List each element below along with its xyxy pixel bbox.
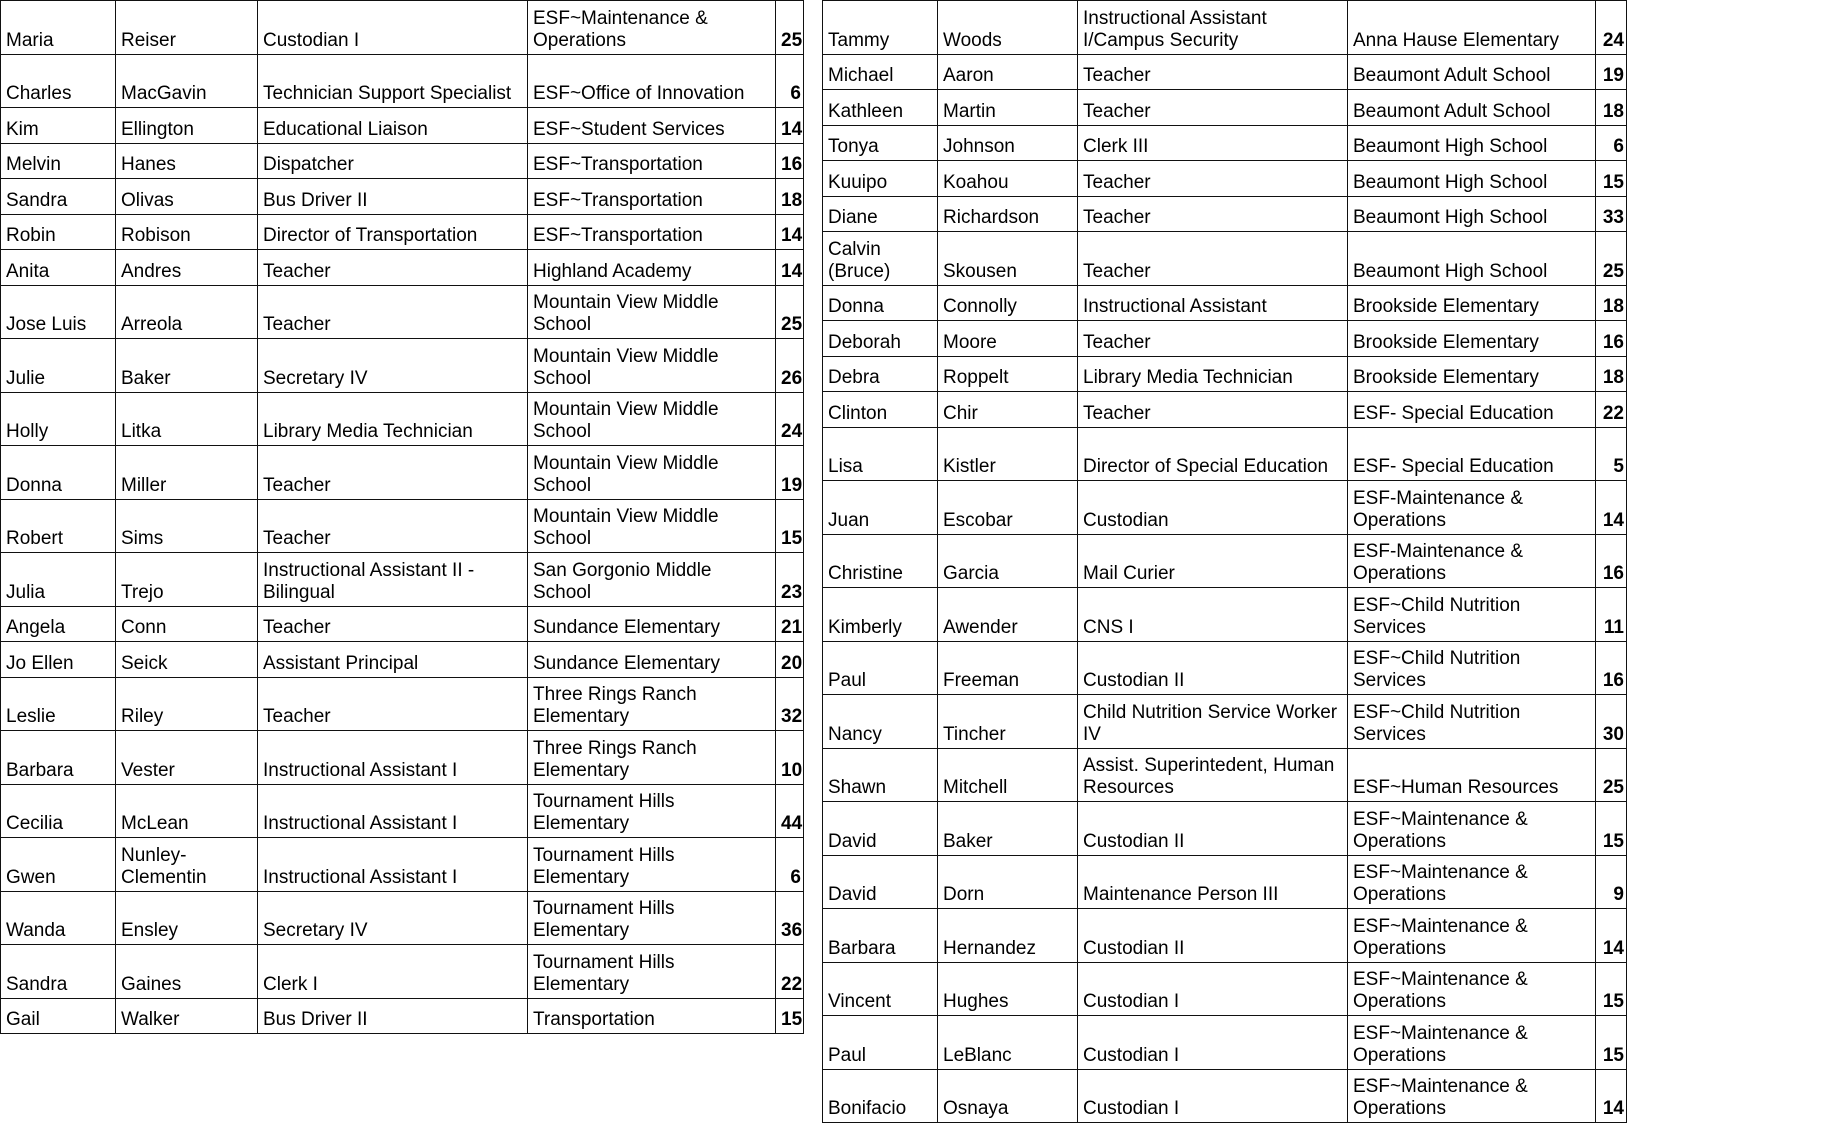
job-title-cell: Instructional Assistant I — [258, 838, 528, 892]
first-name-cell: Donna — [1, 446, 116, 500]
years-of-service-cell: 6 — [1596, 125, 1627, 161]
table-row — [1, 54, 804, 108]
last-name-cell: Woods — [938, 1, 1078, 55]
last-name-cell: Trejo — [116, 553, 258, 607]
location-cell: Beaumont Adult School — [1348, 54, 1596, 90]
job-title-cell: Clerk I — [258, 945, 528, 999]
table-row — [823, 321, 1627, 357]
last-name-cell: Sims — [116, 499, 258, 553]
location-cell: Three Rings Ranch Elementary — [528, 731, 776, 785]
location-cell: ESF- Special Education — [1348, 427, 1596, 481]
job-title-cell: Library Media Technician — [1078, 356, 1348, 392]
years-of-service-cell: 26 — [776, 339, 804, 393]
location-cell: ESF~Human Resources — [1348, 748, 1596, 802]
table-row — [1, 392, 804, 446]
employee-table-right — [822, 0, 1627, 1123]
last-name-cell: Chir — [938, 392, 1078, 428]
job-title-cell: Instructional Assistant I — [258, 731, 528, 785]
table-row — [1, 250, 804, 286]
location-cell: ESF~Maintenance & Operations — [1348, 962, 1596, 1016]
location-cell: Brookside Elementary — [1348, 356, 1596, 392]
job-title-cell: Custodian II — [1078, 909, 1348, 963]
first-name-cell: Leslie — [1, 677, 116, 731]
first-name-cell: Anita — [1, 250, 116, 286]
table-row — [823, 90, 1627, 126]
years-of-service-cell: 22 — [1596, 392, 1627, 428]
table-row — [823, 909, 1627, 963]
first-name-cell: Paul — [823, 1016, 938, 1070]
years-of-service-cell: 30 — [1596, 695, 1627, 749]
last-name-cell: Tincher — [938, 695, 1078, 749]
years-of-service-cell: 14 — [1596, 1069, 1627, 1123]
table-row — [1, 945, 804, 999]
table-row — [823, 232, 1627, 286]
table-row — [823, 748, 1627, 802]
location-cell: Mountain View Middle School — [528, 446, 776, 500]
years-of-service-cell: 16 — [776, 143, 804, 179]
first-name-cell: Robert — [1, 499, 116, 553]
last-name-cell: Garcia — [938, 534, 1078, 588]
years-of-service-cell: 11 — [1596, 588, 1627, 642]
location-cell: Brookside Elementary — [1348, 321, 1596, 357]
table-row — [823, 427, 1627, 481]
last-name-cell: Nunley-Clementin — [116, 838, 258, 892]
job-title-cell: Teacher — [1078, 196, 1348, 232]
last-name-cell: Mitchell — [938, 748, 1078, 802]
first-name-cell: Christine — [823, 534, 938, 588]
job-title-cell: Teacher — [1078, 232, 1348, 286]
last-name-cell: Conn — [116, 606, 258, 642]
location-cell: ESF- Special Education — [1348, 392, 1596, 428]
first-name-cell: Donna — [823, 285, 938, 321]
first-name-cell: Kuuipo — [823, 161, 938, 197]
table-row — [1, 446, 804, 500]
first-name-cell: Kim — [1, 108, 116, 144]
last-name-cell: Robison — [116, 214, 258, 250]
first-name-cell: Gail — [1, 998, 116, 1034]
job-title-cell: Custodian — [1078, 481, 1348, 535]
job-title-cell: Director of Transportation — [258, 214, 528, 250]
table-row — [1, 179, 804, 215]
job-title-cell: Teacher — [258, 285, 528, 339]
years-of-service-cell: 15 — [1596, 1016, 1627, 1070]
first-name-cell: David — [823, 802, 938, 856]
years-of-service-cell: 14 — [1596, 481, 1627, 535]
table-row — [1, 677, 804, 731]
last-name-cell: Andres — [116, 250, 258, 286]
job-title-cell: Custodian II — [1078, 641, 1348, 695]
last-name-cell: LeBlanc — [938, 1016, 1078, 1070]
first-name-cell: Jo Ellen — [1, 642, 116, 678]
table-row — [1, 998, 804, 1034]
location-cell: ESF-Maintenance & Operations — [1348, 481, 1596, 535]
first-name-cell: Charles — [1, 54, 116, 108]
job-title-cell: CNS I — [1078, 588, 1348, 642]
job-title-cell: Library Media Technician — [258, 392, 528, 446]
first-name-cell: Paul — [823, 641, 938, 695]
years-of-service-cell: 18 — [776, 179, 804, 215]
job-title-cell: Teacher — [258, 677, 528, 731]
last-name-cell: MacGavin — [116, 54, 258, 108]
table-row — [823, 54, 1627, 90]
table-row — [823, 588, 1627, 642]
location-cell: ESF~Maintenance & Operations — [1348, 909, 1596, 963]
first-name-cell: Calvin (Bruce) — [823, 232, 938, 286]
first-name-cell: Robin — [1, 214, 116, 250]
table-row — [1, 838, 804, 892]
job-title-cell: Maintenance Person III — [1078, 855, 1348, 909]
last-name-cell: Johnson — [938, 125, 1078, 161]
last-name-cell: Hanes — [116, 143, 258, 179]
job-title-cell: Assist. Superintedent, Human Resources — [1078, 748, 1348, 802]
job-title-cell: Secretary IV — [258, 339, 528, 393]
location-cell: Tournament Hills Elementary — [528, 838, 776, 892]
years-of-service-cell: 23 — [776, 553, 804, 607]
table-row — [823, 534, 1627, 588]
employee-table-left — [0, 0, 804, 1034]
location-cell: Beaumont High School — [1348, 161, 1596, 197]
location-cell: ESF~Child Nutrition Services — [1348, 588, 1596, 642]
last-name-cell: Awender — [938, 588, 1078, 642]
location-cell: ESF~Child Nutrition Services — [1348, 641, 1596, 695]
years-of-service-cell: 19 — [1596, 54, 1627, 90]
last-name-cell: Reiser — [116, 1, 258, 55]
last-name-cell: Escobar — [938, 481, 1078, 535]
location-cell: Beaumont Adult School — [1348, 90, 1596, 126]
years-of-service-cell: 14 — [776, 214, 804, 250]
job-title-cell: Teacher — [1078, 54, 1348, 90]
first-name-cell: Maria — [1, 1, 116, 55]
job-title-cell: Teacher — [258, 250, 528, 286]
last-name-cell: Roppelt — [938, 356, 1078, 392]
table-row — [823, 1016, 1627, 1070]
job-title-cell: Teacher — [258, 499, 528, 553]
last-name-cell: Gaines — [116, 945, 258, 999]
employee-table-left-body — [1, 1, 804, 1034]
first-name-cell: Juan — [823, 481, 938, 535]
table-row — [823, 1, 1627, 55]
location-cell: ESF~Maintenance & Operations — [1348, 1069, 1596, 1123]
job-title-cell: Child Nutrition Service Worker IV — [1078, 695, 1348, 749]
first-name-cell: Cecilia — [1, 784, 116, 838]
last-name-cell: Baker — [116, 339, 258, 393]
last-name-cell: Hughes — [938, 962, 1078, 1016]
last-name-cell: Freeman — [938, 641, 1078, 695]
location-cell: Beaumont High School — [1348, 125, 1596, 161]
location-cell: Beaumont High School — [1348, 196, 1596, 232]
years-of-service-cell: 32 — [776, 677, 804, 731]
first-name-cell: Tammy — [823, 1, 938, 55]
table-row — [1, 285, 804, 339]
table-row — [1, 499, 804, 553]
years-of-service-cell: 19 — [776, 446, 804, 500]
last-name-cell: Aaron — [938, 54, 1078, 90]
first-name-cell: Deborah — [823, 321, 938, 357]
table-row — [1, 642, 804, 678]
table-row — [1, 1, 804, 55]
last-name-cell: Osnaya — [938, 1069, 1078, 1123]
location-cell: Transportation — [528, 998, 776, 1034]
location-cell: ESF~Maintenance & Operations — [1348, 855, 1596, 909]
last-name-cell: Ellington — [116, 108, 258, 144]
table-row — [1, 731, 804, 785]
last-name-cell: Miller — [116, 446, 258, 500]
table-row — [1, 891, 804, 945]
first-name-cell: Debra — [823, 356, 938, 392]
years-of-service-cell: 22 — [776, 945, 804, 999]
last-name-cell: Hernandez — [938, 909, 1078, 963]
job-title-cell: Assistant Principal — [258, 642, 528, 678]
first-name-cell: Clinton — [823, 392, 938, 428]
years-of-service-cell: 15 — [1596, 962, 1627, 1016]
job-title-cell: Custodian II — [1078, 802, 1348, 856]
last-name-cell: Moore — [938, 321, 1078, 357]
last-name-cell: Ensley — [116, 891, 258, 945]
job-title-cell: Bus Driver II — [258, 179, 528, 215]
first-name-cell: Sandra — [1, 179, 116, 215]
table-row — [823, 392, 1627, 428]
years-of-service-cell: 6 — [776, 838, 804, 892]
years-of-service-cell: 14 — [1596, 909, 1627, 963]
job-title-cell: Director of Special Education — [1078, 427, 1348, 481]
table-row — [823, 641, 1627, 695]
first-name-cell: Barbara — [823, 909, 938, 963]
job-title-cell: Custodian I — [1078, 1069, 1348, 1123]
years-of-service-cell: 15 — [1596, 161, 1627, 197]
years-of-service-cell: 10 — [776, 731, 804, 785]
job-title-cell: Teacher — [1078, 90, 1348, 126]
employee-table-right-body — [823, 1, 1627, 1123]
location-cell: ESF~Maintenance & Operations — [1348, 1016, 1596, 1070]
table-row — [1, 143, 804, 179]
years-of-service-cell: 18 — [1596, 285, 1627, 321]
job-title-cell: Custodian I — [1078, 1016, 1348, 1070]
location-cell: ESF~Transportation — [528, 143, 776, 179]
years-of-service-cell: 9 — [1596, 855, 1627, 909]
years-of-service-cell: 16 — [1596, 534, 1627, 588]
first-name-cell: Jose Luis — [1, 285, 116, 339]
location-cell: Brookside Elementary — [1348, 285, 1596, 321]
table-row — [823, 855, 1627, 909]
last-name-cell: Connolly — [938, 285, 1078, 321]
last-name-cell: Baker — [938, 802, 1078, 856]
table-row — [823, 962, 1627, 1016]
location-cell: Mountain View Middle School — [528, 392, 776, 446]
table-row — [823, 481, 1627, 535]
table-row — [1, 784, 804, 838]
location-cell: San Gorgonio Middle School — [528, 553, 776, 607]
years-of-service-cell: 25 — [1596, 748, 1627, 802]
location-cell: Sundance Elementary — [528, 642, 776, 678]
table-row — [1, 553, 804, 607]
years-of-service-cell: 33 — [1596, 196, 1627, 232]
first-name-cell: Kimberly — [823, 588, 938, 642]
table-row — [823, 695, 1627, 749]
job-title-cell: Teacher — [1078, 321, 1348, 357]
years-of-service-cell: 5 — [1596, 427, 1627, 481]
last-name-cell: Olivas — [116, 179, 258, 215]
first-name-cell: Bonifacio — [823, 1069, 938, 1123]
job-title-cell: Educational Liaison — [258, 108, 528, 144]
years-of-service-cell: 25 — [776, 285, 804, 339]
location-cell: Three Rings Ranch Elementary — [528, 677, 776, 731]
location-cell: ESF~Child Nutrition Services — [1348, 695, 1596, 749]
last-name-cell: Skousen — [938, 232, 1078, 286]
location-cell: Sundance Elementary — [528, 606, 776, 642]
years-of-service-cell: 16 — [1596, 641, 1627, 695]
first-name-cell: David — [823, 855, 938, 909]
job-title-cell: Custodian I — [258, 1, 528, 55]
table-row — [823, 196, 1627, 232]
first-name-cell: Barbara — [1, 731, 116, 785]
last-name-cell: Martin — [938, 90, 1078, 126]
last-name-cell: Walker — [116, 998, 258, 1034]
first-name-cell: Angela — [1, 606, 116, 642]
years-of-service-cell: 15 — [776, 998, 804, 1034]
last-name-cell: Seick — [116, 642, 258, 678]
first-name-cell: Lisa — [823, 427, 938, 481]
job-title-cell: Teacher — [258, 606, 528, 642]
first-name-cell: Melvin — [1, 143, 116, 179]
table-row — [1, 606, 804, 642]
first-name-cell: Wanda — [1, 891, 116, 945]
years-of-service-cell: 6 — [776, 54, 804, 108]
job-title-cell: Teacher — [1078, 392, 1348, 428]
years-of-service-cell: 20 — [776, 642, 804, 678]
last-name-cell: Kistler — [938, 427, 1078, 481]
location-cell: Tournament Hills Elementary — [528, 945, 776, 999]
location-cell: Beaumont High School — [1348, 232, 1596, 286]
table-row — [823, 802, 1627, 856]
location-cell: Highland Academy — [528, 250, 776, 286]
location-cell: Tournament Hills Elementary — [528, 784, 776, 838]
table-row — [823, 1069, 1627, 1123]
location-cell: ESF-Maintenance & Operations — [1348, 534, 1596, 588]
first-name-cell: Tonya — [823, 125, 938, 161]
table-row — [1, 214, 804, 250]
job-title-cell: Teacher — [1078, 161, 1348, 197]
years-of-service-cell: 16 — [1596, 321, 1627, 357]
job-title-cell: Secretary IV — [258, 891, 528, 945]
job-title-cell: Bus Driver II — [258, 998, 528, 1034]
job-title-cell: Instructional Assistant II - Bilingual — [258, 553, 528, 607]
years-of-service-cell: 44 — [776, 784, 804, 838]
last-name-cell: Koahou — [938, 161, 1078, 197]
first-name-cell: Shawn — [823, 748, 938, 802]
location-cell: ESF~Transportation — [528, 179, 776, 215]
job-title-cell: Technician Support Specialist — [258, 54, 528, 108]
last-name-cell: Arreola — [116, 285, 258, 339]
first-name-cell: Nancy — [823, 695, 938, 749]
job-title-cell: Dispatcher — [258, 143, 528, 179]
years-of-service-cell: 18 — [1596, 356, 1627, 392]
last-name-cell: Dorn — [938, 855, 1078, 909]
job-title-cell: Clerk III — [1078, 125, 1348, 161]
first-name-cell: Michael — [823, 54, 938, 90]
last-name-cell: Litka — [116, 392, 258, 446]
years-of-service-cell: 14 — [776, 250, 804, 286]
first-name-cell: Julie — [1, 339, 116, 393]
last-name-cell: Riley — [116, 677, 258, 731]
table-row — [823, 125, 1627, 161]
location-cell: Mountain View Middle School — [528, 499, 776, 553]
last-name-cell: McLean — [116, 784, 258, 838]
location-cell: Mountain View Middle School — [528, 285, 776, 339]
table-row — [823, 356, 1627, 392]
job-title-cell: Instructional Assistant I — [258, 784, 528, 838]
job-title-cell: Teacher — [258, 446, 528, 500]
years-of-service-cell: 18 — [1596, 90, 1627, 126]
table-row — [823, 285, 1627, 321]
location-cell: ESF~Maintenance & Operations — [1348, 802, 1596, 856]
location-cell: ESF~Maintenance & Operations — [528, 1, 776, 55]
location-cell: ESF~Office of Innovation — [528, 54, 776, 108]
first-name-cell: Diane — [823, 196, 938, 232]
location-cell: Tournament Hills Elementary — [528, 891, 776, 945]
years-of-service-cell: 15 — [776, 499, 804, 553]
years-of-service-cell: 25 — [776, 1, 804, 55]
first-name-cell: Vincent — [823, 962, 938, 1016]
first-name-cell: Julia — [1, 553, 116, 607]
job-title-cell: Instructional Assistant — [1078, 285, 1348, 321]
table-row — [1, 108, 804, 144]
location-cell: ESF~Student Services — [528, 108, 776, 144]
years-of-service-cell: 15 — [1596, 802, 1627, 856]
job-title-cell: Custodian I — [1078, 962, 1348, 1016]
job-title-cell: Instructional Assistant I/Campus Security — [1078, 1, 1348, 55]
years-of-service-cell: 24 — [1596, 1, 1627, 55]
years-of-service-cell: 36 — [776, 891, 804, 945]
years-of-service-cell: 14 — [776, 108, 804, 144]
first-name-cell: Holly — [1, 392, 116, 446]
first-name-cell: Sandra — [1, 945, 116, 999]
first-name-cell: Gwen — [1, 838, 116, 892]
location-cell: Mountain View Middle School — [528, 339, 776, 393]
location-cell: ESF~Transportation — [528, 214, 776, 250]
last-name-cell: Vester — [116, 731, 258, 785]
table-row — [1, 339, 804, 393]
table-row — [823, 161, 1627, 197]
job-title-cell: Mail Curier — [1078, 534, 1348, 588]
first-name-cell: Kathleen — [823, 90, 938, 126]
years-of-service-cell: 25 — [1596, 232, 1627, 286]
years-of-service-cell: 24 — [776, 392, 804, 446]
last-name-cell: Richardson — [938, 196, 1078, 232]
location-cell: Anna Hause Elementary — [1348, 1, 1596, 55]
years-of-service-cell: 21 — [776, 606, 804, 642]
